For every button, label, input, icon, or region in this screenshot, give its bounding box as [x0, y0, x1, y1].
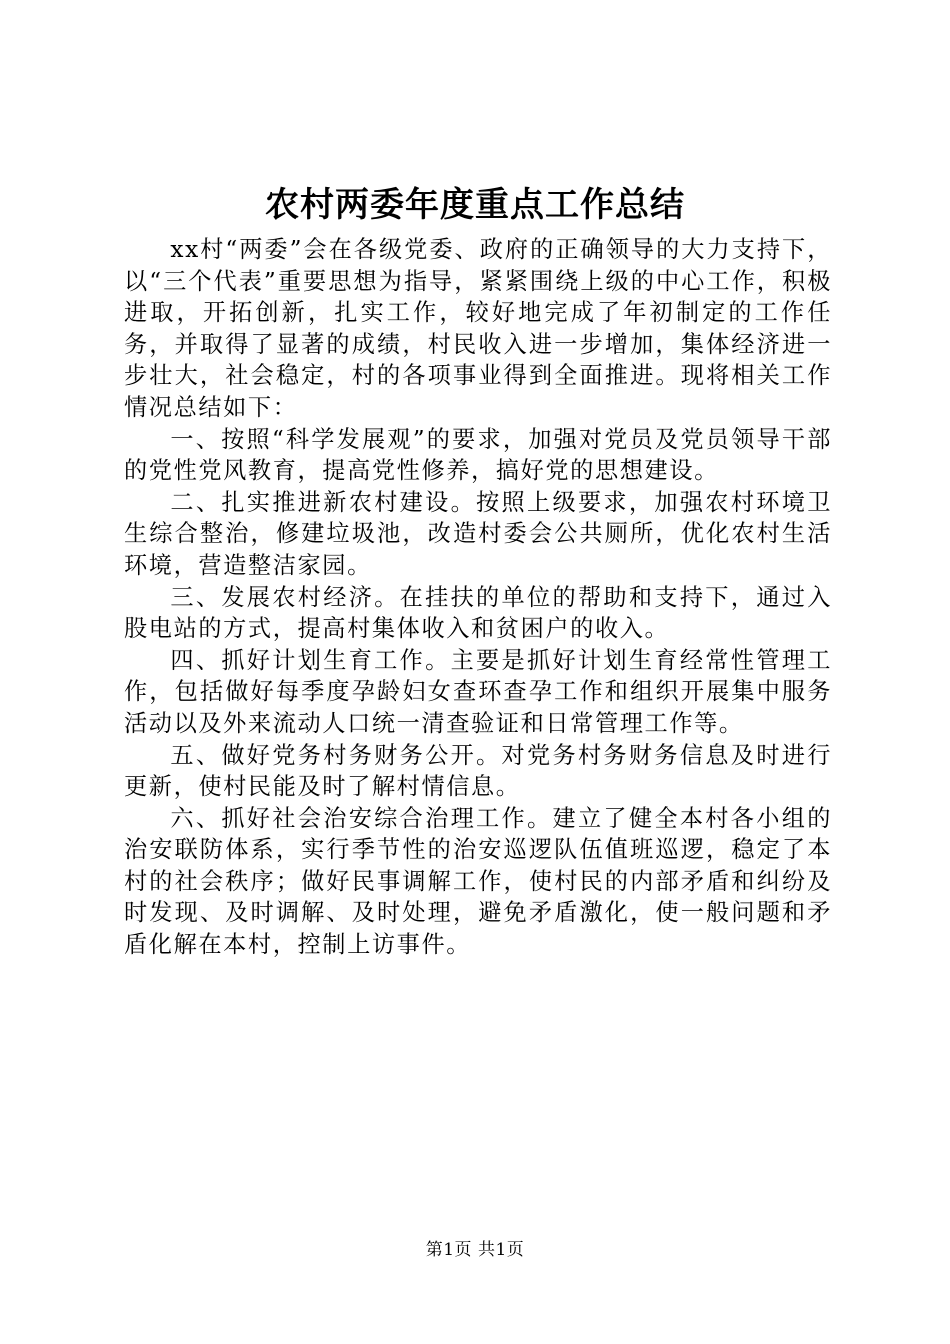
document-body [124, 234, 832, 961]
item-paragraph-5: 五、做好党务村务财务公开。对党务村务财务信息及时进行更新，使村民能及时了解村情信息。 [124, 741, 832, 801]
intro-paragraph: xx村“两委”会在各级党委、政府的正确领导的大力支持下，以“三个代表”重要思想为指导，紧紧围绕上级的中心工作，积极进取，开拓创新，扎实工作，较好地完成了年初制定的工作任务，并取得了显著的成绩，村民收入进一步增加，集体经济进一步壮大，社会稳定，村的各项事业得到全面推进。现将相关工作情况总结如下： [124, 236, 832, 421]
page-number-footer: 第1页 共1页 [425, 1240, 525, 1260]
item-paragraph-6: 六、抓好社会治安综合治理工作。建立了健全本村各小组的治安联防体系，实行季节性的治安巡逻队伍值班巡逻，稳定了本村的社会秩序；做好民事调解工作，使村民的内部矛盾和纠纷及时发现、及时调解、及时处理，避免矛盾激化，使一般问题和矛盾化解在本村，控制上访事件。 [124, 804, 832, 959]
item-paragraph-3: 三、发展农村经济。在挂扶的单位的帮助和支持下，通过入股电站的方式，提高村集体收入和贫困户的收入。 [124, 583, 832, 643]
item-paragraph-4: 四、抓好计划生育工作。主要是抓好计划生育经常性管理工作，包括做好每季度孕龄妇女查环查孕工作和组织开展集中服务活动以及外来流动人口统一清查验证和日常管理工作等。 [124, 646, 832, 737]
item-paragraph-2: 二、扎实推进新农村建设。按照上级要求，加强农村环境卫生综合整治，修建垃圾池，改造村委会公共厕所，优化农村生活环境，营造整洁家园。 [124, 488, 832, 579]
item-paragraph-1: 一、按照“科学发展观”的要求，加强对党员及党员领导干部的党性党风教育，提高党性修养，搞好党的思想建设。 [124, 425, 832, 485]
document-title: 农村两委年度重点工作总结 [265, 185, 685, 225]
